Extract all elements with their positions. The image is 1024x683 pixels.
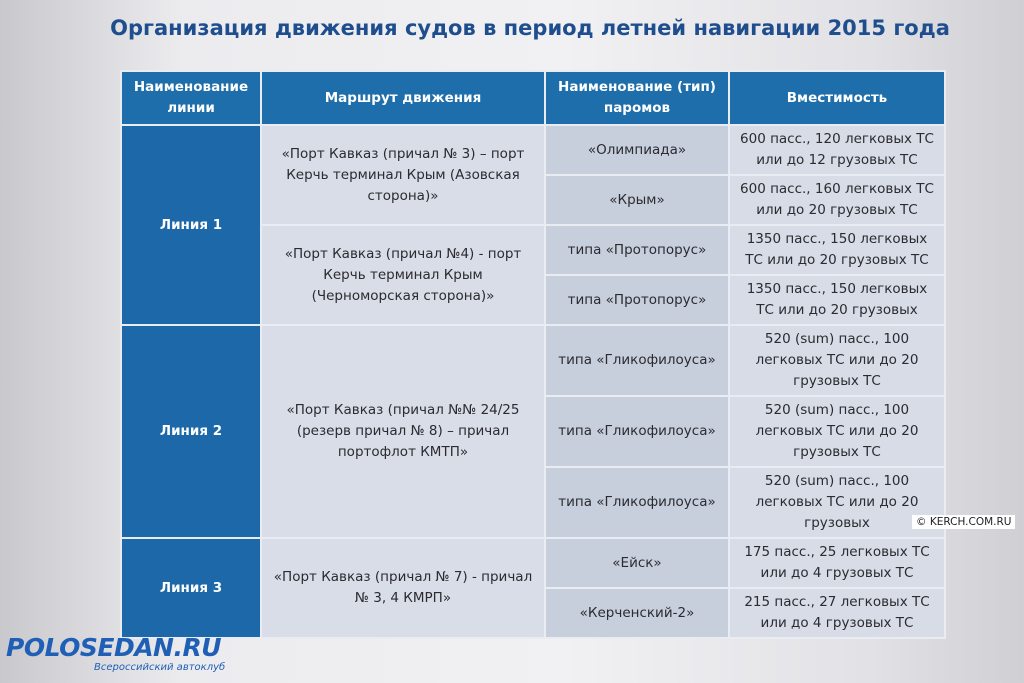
header-line-name: Наименование линии (121, 71, 261, 125)
capacity-cell: 1350 пасс., 150 легковых ТС или до 20 грузовых (729, 275, 945, 325)
header-route: Маршрут движения (261, 71, 545, 125)
ferry-cell: «Ейск» (545, 538, 729, 588)
line-name-cell: Линия 2 (121, 325, 261, 538)
ferry-cell: типа «Гликофилоуса» (545, 467, 729, 538)
table-row (121, 538, 945, 588)
logo-text: POLOSEDAN.RU (6, 633, 222, 662)
ferry-schedule-table (120, 70, 946, 639)
document-title: Организация движения судов в период летней навигации 2015 года (110, 16, 950, 40)
table-header-row (121, 71, 945, 125)
ferry-cell: «Керченский-2» (545, 588, 729, 638)
capacity-cell: 520 (sum) пасс., 100 легковых ТС или до 20 грузовых ТС (729, 396, 945, 467)
route-cell: «Порт Кавказ (причал №№ 24/25 (резерв причал № 8) – причал портофлот КМТП» (261, 325, 545, 538)
ferry-cell: «Олимпиада» (545, 125, 729, 175)
table-row (121, 325, 945, 396)
capacity-cell: 600 пасс., 160 легковых ТС или до 20 грузовых ТС (729, 175, 945, 225)
ferry-cell: типа «Протопорус» (545, 275, 729, 325)
logo (6, 634, 225, 674)
capacity-cell: 520 (sum) пасс., 100 легковых ТС или до 20 грузовых ТС (729, 325, 945, 396)
ferry-cell: типа «Протопорус» (545, 225, 729, 275)
table-row (121, 125, 945, 175)
capacity-cell: 600 пасс., 120 легковых ТС или до 12 грузовых ТС (729, 125, 945, 175)
route-cell: «Порт Кавказ (причал № 7) - причал № 3, 4 КМРП» (261, 538, 545, 638)
route-cell: «Порт Кавказ (причал № 3) – порт Керчь терминал Крым (Азовская сторона)» (261, 125, 545, 225)
ferry-cell: «Крым» (545, 175, 729, 225)
ferry-cell: типа «Гликофилоуса» (545, 325, 729, 396)
capacity-cell: 1350 пасс., 150 легковых ТС или до 20 грузовых ТС (729, 225, 945, 275)
route-cell: «Порт Кавказ (причал №4) - порт Керчь терминал Крым (Черноморская сторона)» (261, 225, 545, 325)
watermark: © KERCH.COM.RU (912, 515, 1015, 529)
capacity-cell: 215 пасс., 27 легковых ТС или до 4 грузовых ТС (729, 588, 945, 638)
capacity-cell: 175 пасс., 25 легковых ТС или до 4 грузовых ТС (729, 538, 945, 588)
logo-tagline: Всероссийский автоклуб (94, 662, 226, 673)
ferry-cell: типа «Гликофилоуса» (545, 396, 729, 467)
header-ferry-type: Наименование (тип) паромов (545, 71, 729, 125)
capacity-cell: 520 (sum) пасс., 100 легковых ТС или до 20 грузовых (729, 467, 945, 538)
header-capacity: Вместимость (729, 71, 945, 125)
line-name-cell: Линия 1 (121, 125, 261, 325)
line-name-cell: Линия 3 (121, 538, 261, 638)
